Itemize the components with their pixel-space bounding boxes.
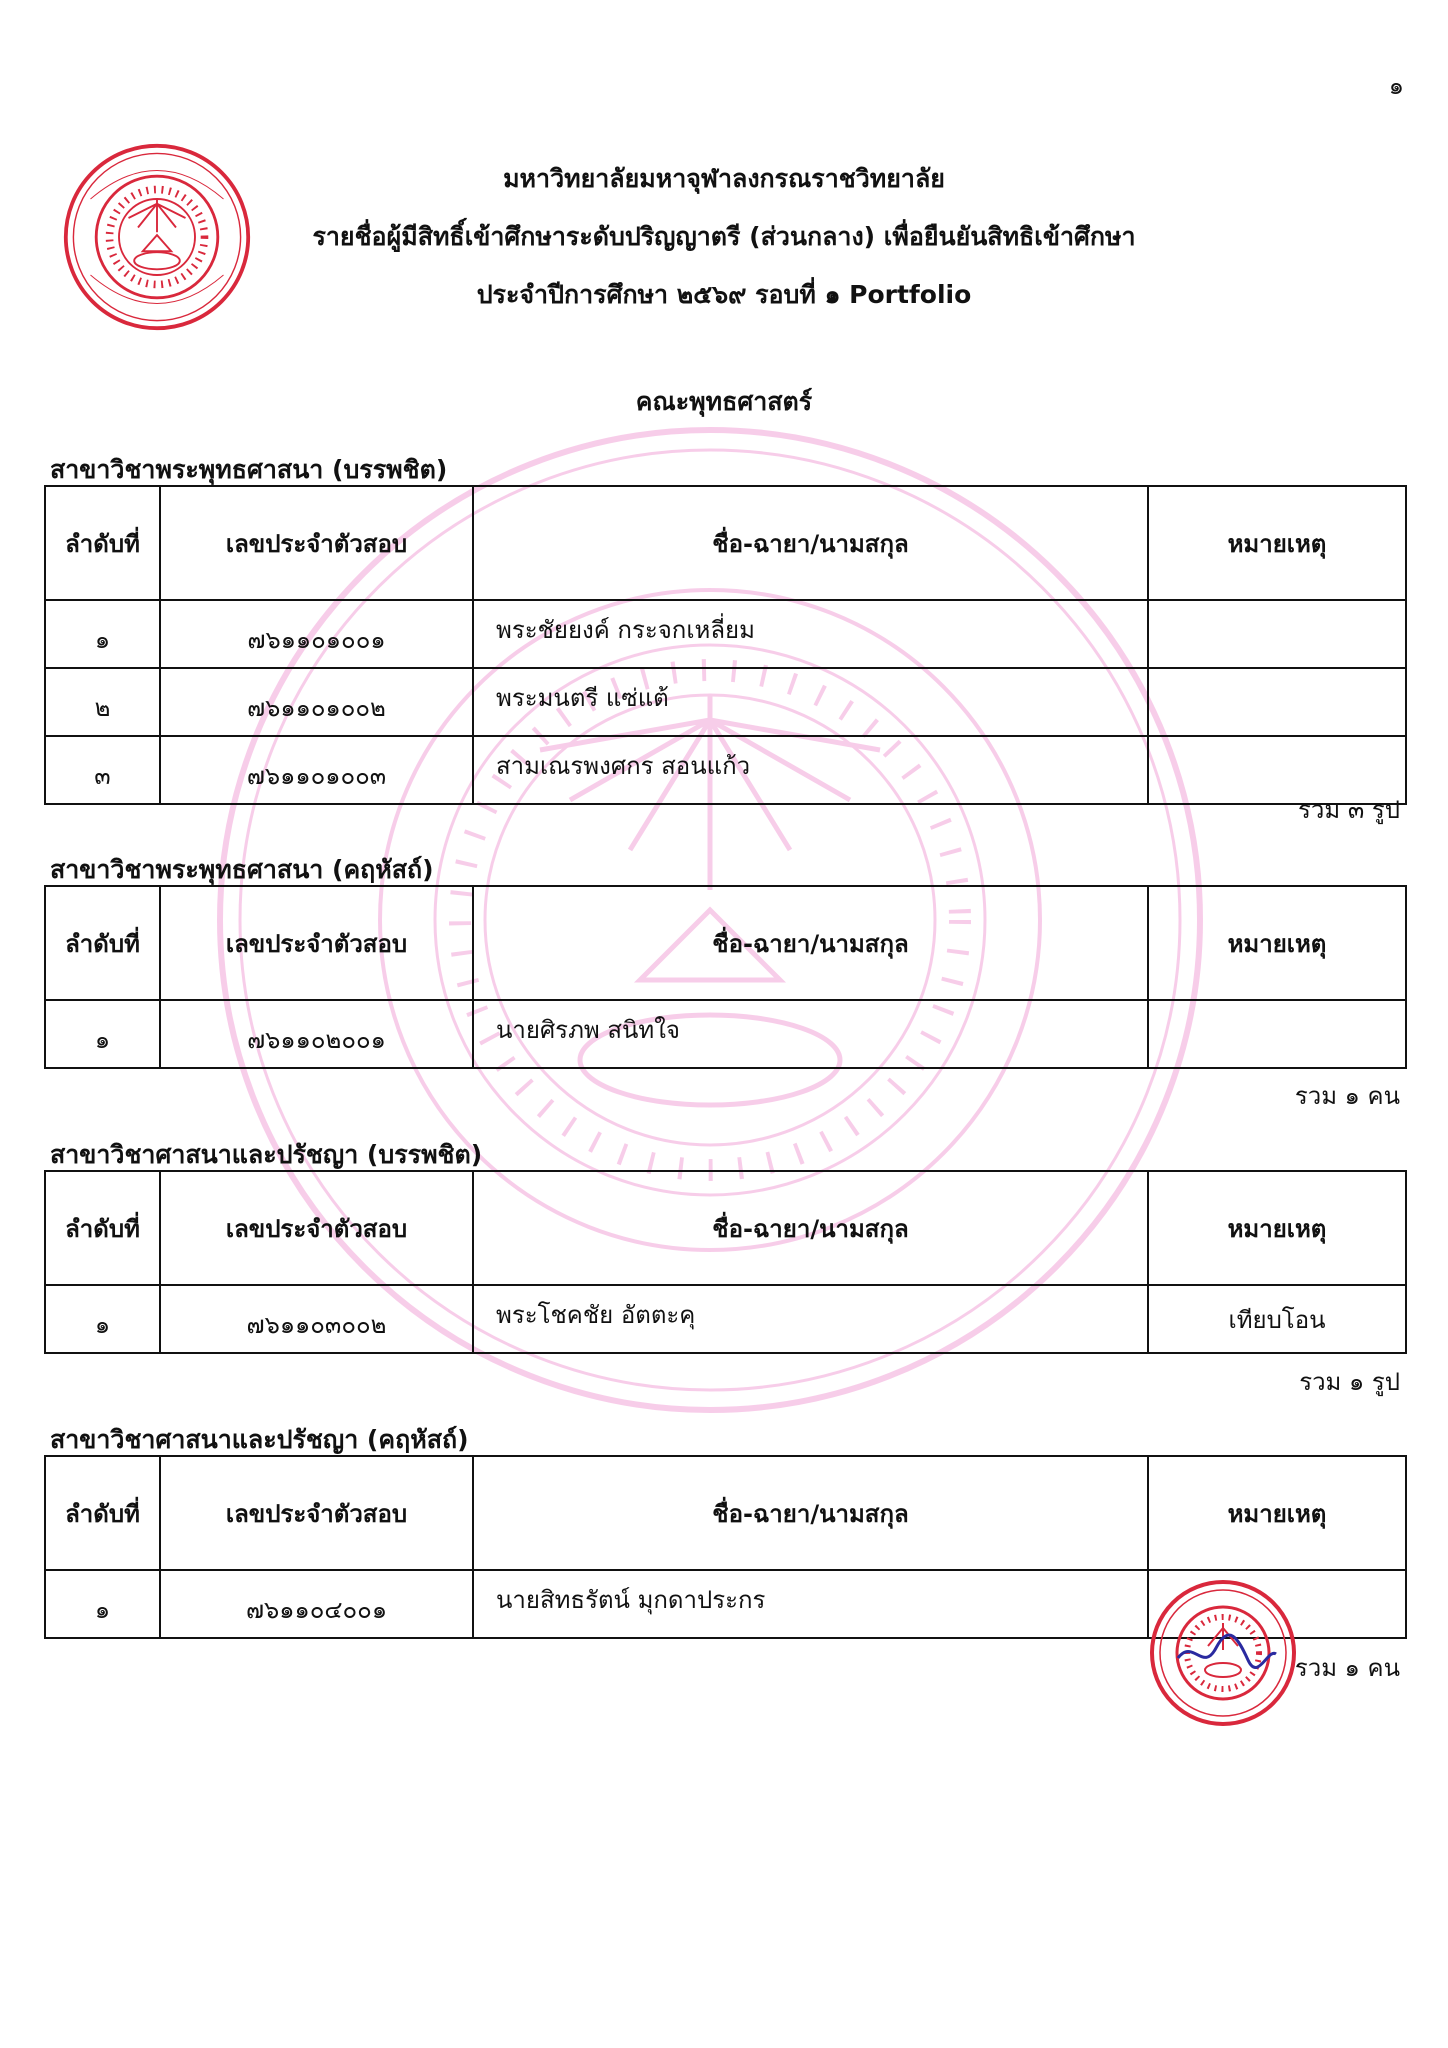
column-header-remark: หมายเหตุ	[1148, 1456, 1406, 1570]
university-name: มหาวิทยาลัยมหาจุฬาลงกรณราชวิทยาลัย	[503, 164, 945, 193]
order-cell: ๑	[45, 600, 160, 668]
column-header-name: ชื่อ-ฉายา/นามสกุล	[473, 1456, 1148, 1570]
name-cell: พระมนตรี แซ่แต้	[473, 668, 1148, 736]
name-cell: นายสิทธรัตน์ มุกดาประกร	[473, 1570, 1148, 1638]
section-total: รวม ๑ รูป	[1299, 1368, 1400, 1396]
column-header-exam-id: เลขประจำตัวสอบ	[160, 1456, 473, 1570]
table-header-row	[45, 486, 1406, 600]
exam-id-cell: ๗๖๑๑๐๑๐๐๑	[160, 600, 473, 668]
name-cell: พระโชคชัย อัตตะคุ	[473, 1285, 1148, 1353]
name-cell: สามเณรพงศกร สอนแก้ว	[473, 736, 1148, 804]
remark-cell	[1148, 668, 1406, 736]
column-header-remark: หมายเหตุ	[1148, 486, 1406, 600]
name-cell: พระชัยยงค์ กระจกเหลี่ยม	[473, 600, 1148, 668]
exam-id-cell: ๗๖๑๑๐๑๐๐๒	[160, 668, 473, 736]
column-header-remark: หมายเหตุ	[1148, 886, 1406, 1000]
table-row	[45, 600, 1406, 668]
table-row	[45, 1000, 1406, 1068]
document-header	[0, 150, 1448, 324]
roster-table	[44, 885, 1407, 1069]
section-title: สาขาวิชาศาสนาและปรัชญา (คฤหัสถ์)	[50, 1425, 469, 1454]
roster-table	[44, 485, 1407, 805]
roster-table	[44, 1170, 1407, 1354]
section-title: สาขาวิชาศาสนาและปรัชญา (บรรพชิต)	[50, 1140, 483, 1169]
table-header-row	[45, 1171, 1406, 1285]
section-total: รวม ๑ คน	[1294, 1082, 1400, 1110]
remark-cell	[1148, 1000, 1406, 1068]
column-header-order: ลำดับที่	[45, 1456, 160, 1570]
order-cell: ๑	[45, 1285, 160, 1353]
table-row	[45, 736, 1406, 804]
exam-id-cell: ๗๖๑๑๐๔๐๐๑	[160, 1570, 473, 1638]
column-header-exam-id: เลขประจำตัวสอบ	[160, 1171, 473, 1285]
column-header-exam-id: เลขประจำตัวสอบ	[160, 486, 473, 600]
column-header-order: ลำดับที่	[45, 1171, 160, 1285]
page-number: ๑	[1388, 72, 1404, 100]
remark-cell: เทียบโอน	[1148, 1285, 1406, 1353]
column-header-exam-id: เลขประจำตัวสอบ	[160, 886, 473, 1000]
order-cell: ๑	[45, 1570, 160, 1638]
column-header-name: ชื่อ-ฉายา/นามสกุล	[473, 486, 1148, 600]
table-header-row	[45, 1456, 1406, 1570]
exam-id-cell: ๗๖๑๑๐๑๐๐๓	[160, 736, 473, 804]
table-row	[45, 1285, 1406, 1353]
column-header-order: ลำดับที่	[45, 886, 160, 1000]
academic-year-line: ประจำปีการศึกษา ๒๕๖๙ รอบที่ ๑ Portfolio	[476, 280, 972, 309]
stamp-seal-icon	[1148, 1578, 1298, 1728]
section-title: สาขาวิชาพระพุทธศาสนา (คฤหัสถ์)	[50, 855, 434, 884]
section-title: สาขาวิชาพระพุทธศาสนา (บรรพชิต)	[50, 455, 448, 484]
exam-id-cell: ๗๖๑๑๐๓๐๐๒	[160, 1285, 473, 1353]
section-total: รวม ๓ รูป	[1298, 796, 1400, 824]
faculty-title: คณะพุทธศาสตร์	[635, 387, 813, 416]
remark-cell	[1148, 600, 1406, 668]
order-cell: ๑	[45, 1000, 160, 1068]
column-header-order: ลำดับที่	[45, 486, 160, 600]
order-cell: ๒	[45, 668, 160, 736]
column-header-remark: หมายเหตุ	[1148, 1171, 1406, 1285]
section-total: รวม ๑ คน	[1294, 1654, 1400, 1682]
table-row	[45, 668, 1406, 736]
name-cell: นายศิรภพ สนิทใจ	[473, 1000, 1148, 1068]
column-header-name: ชื่อ-ฉายา/นามสกุล	[473, 886, 1148, 1000]
exam-id-cell: ๗๖๑๑๐๒๐๐๑	[160, 1000, 473, 1068]
table-header-row	[45, 886, 1406, 1000]
order-cell: ๓	[45, 736, 160, 804]
document-title: รายชื่อผู้มีสิทธิ์เข้าศึกษาระดับปริญญาตรี (ส่วนกลาง) เพื่อยืนยันสิทธิเข้าศึกษา	[312, 222, 1136, 251]
column-header-name: ชื่อ-ฉายา/นามสกุล	[473, 1171, 1148, 1285]
